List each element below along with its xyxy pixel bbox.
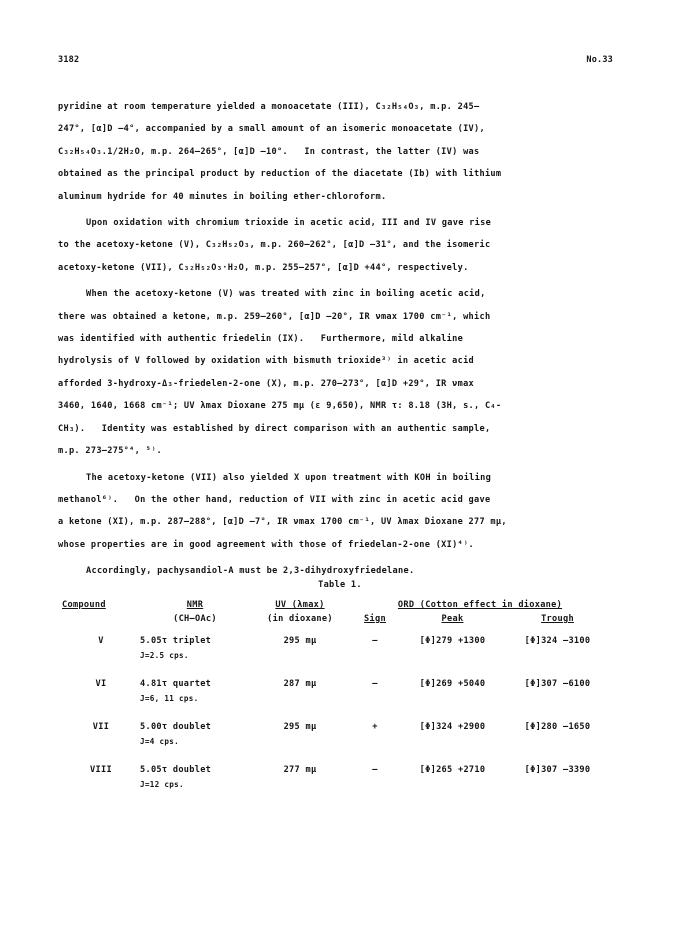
text-line: there was obtained a ketone, m.p. 259–260°, [α]D –20°, IR νmax 1700 cm⁻¹, which <box>58 311 491 322</box>
peak-cell: [Φ]279 +1300 <box>419 636 486 646</box>
nmr-cell: 5.00τ doublet <box>140 722 212 732</box>
text-line: C₃₂H₅₄O₃.1/2H₂O, m.p. 264–265°, [α]D –10°. In contrast, the latter (IV) was <box>58 146 480 157</box>
header-nmr: NMR <box>186 600 204 610</box>
text-line: methanol⁶⁾. On the other hand, reduction of VII with zinc in acetic acid gave <box>58 494 491 505</box>
page-number: 3182 <box>58 55 80 65</box>
text-line: 247°, [α]D –4°, accompanied by a small amount of an isomeric monoacetate (IV), <box>58 124 485 135</box>
text-line: obtained as the principal product by reduction of the diacetate (Ib) with lithium <box>58 169 502 180</box>
sign-cell: – <box>372 765 378 775</box>
header-trough: Trough <box>541 614 574 624</box>
compound-cell: VI <box>95 679 107 689</box>
peak-cell: [Φ]269 +5040 <box>419 679 486 689</box>
data-table <box>62 600 610 808</box>
text-line: was identified with authentic friedelin (IX). Furthermore, mild alkaline <box>58 334 464 345</box>
header-nmr-sub: (CH–OAc) <box>173 614 217 624</box>
nmr-cell: 4.81τ quartet <box>140 679 212 689</box>
uv-cell: 287 mμ <box>283 679 317 689</box>
text-line: a ketone (XI), m.p. 287–288°, [α]D –7°, IR νmax 1700 cm⁻¹, UV λmax Dioxane 277 mμ, <box>58 517 507 528</box>
table-row <box>62 722 610 737</box>
trough-cell: [Φ]307 –6100 <box>524 679 591 689</box>
coupling-constant: J=2.5 cps. <box>140 651 189 660</box>
text-line: m.p. 273–275°⁴, ⁵⁾. <box>58 446 163 457</box>
text-line: aluminum hydride for 40 minutes in boiling ether-chloroform. <box>58 191 387 202</box>
coupling-constant: J=12 cps. <box>140 780 184 789</box>
table-caption: Table 1. <box>318 580 362 590</box>
header-compound: Compound <box>62 600 106 610</box>
text-line: to the acetoxy-ketone (V), C₃₂H₅₂O₃, m.p. 260–262°, [α]D –31°, and the isomeric <box>58 240 491 251</box>
trough-cell: [Φ]324 –3100 <box>524 636 591 646</box>
text-line: acetoxy-ketone (VII), C₃₂H₅₂O₃·H₂O, m.p. 255–257°, [α]D +44°, respectively. <box>58 262 469 273</box>
article-body <box>58 96 626 583</box>
sign-cell: – <box>372 679 378 689</box>
table-row-coupling <box>62 737 610 765</box>
text-line: CH₃). Identity was established by direct comparison with an authentic sample, <box>58 423 491 434</box>
coupling-constant: J=4 cps. <box>140 737 179 746</box>
text-line: pyridine at room temperature yielded a monoacetate (III), C₃₂H₅₄O₃, m.p. 245– <box>58 102 480 112</box>
coupling-constant: J=6, 11 cps. <box>140 694 199 703</box>
table-row <box>62 765 610 780</box>
uv-cell: 277 mμ <box>283 765 317 775</box>
header-peak: Peak <box>441 614 464 624</box>
text-line: whose properties are in good agreement with those of friedelan-2-one (XI)⁴⁾. <box>58 539 475 550</box>
peak-cell: [Φ]324 +2900 <box>419 722 486 732</box>
uv-cell: 295 mμ <box>283 722 317 732</box>
header-uv: UV (λmax) <box>275 600 325 610</box>
text-line: When the acetoxy-ketone (V) was treated with zinc in boiling acetic acid, <box>86 289 486 300</box>
table-row-coupling <box>62 694 610 722</box>
nmr-cell: 5.05τ triplet <box>140 636 212 646</box>
uv-cell: 295 mμ <box>283 636 317 646</box>
peak-cell: [Φ]265 +2710 <box>419 765 486 775</box>
text-line: Accordingly, pachysandiol-A must be 2,3-dihydroxyfriedelane. <box>86 566 415 577</box>
table-row-coupling <box>62 651 610 679</box>
header-ord: ORD (Cotton effect in dioxane) <box>397 600 563 610</box>
text-line: The acetoxy-ketone (VII) also yielded X upon treatment with KOH in boiling <box>86 472 492 483</box>
text-line: Upon oxidation with chromium trioxide in acetic acid, III and IV gave rise <box>86 218 492 229</box>
compound-cell: VIII <box>90 765 112 775</box>
compound-cell: VII <box>92 722 110 732</box>
text-line: 3460, 1640, 1668 cm⁻¹; UV λmax Dioxane 275 mμ (ε 9,650), NMR τ: 8.18 (3H, s., C₄- <box>58 401 502 412</box>
text-line: hydrolysis of V followed by oxidation with bismuth trioxide³⁾ in acetic acid <box>58 356 475 367</box>
sign-cell: + <box>372 722 378 732</box>
table-row <box>62 636 610 651</box>
nmr-cell: 5.05τ doublet <box>140 765 212 775</box>
compound-cell: V <box>98 636 104 646</box>
table-row <box>62 679 610 694</box>
text-line: afforded 3-hydroxy-Δ₃-friedelen-2-one (X), m.p. 270–273°, [α]D +29°, IR νmax <box>58 378 475 389</box>
trough-cell: [Φ]280 –1650 <box>524 722 591 732</box>
issue-number: No.33 <box>586 55 613 65</box>
header-sign: Sign <box>364 614 386 624</box>
table-row-coupling <box>62 780 610 808</box>
trough-cell: [Φ]307 –3390 <box>524 765 591 775</box>
sign-cell: – <box>372 636 378 646</box>
header-uv-sub: (in dioxane) <box>267 614 333 624</box>
